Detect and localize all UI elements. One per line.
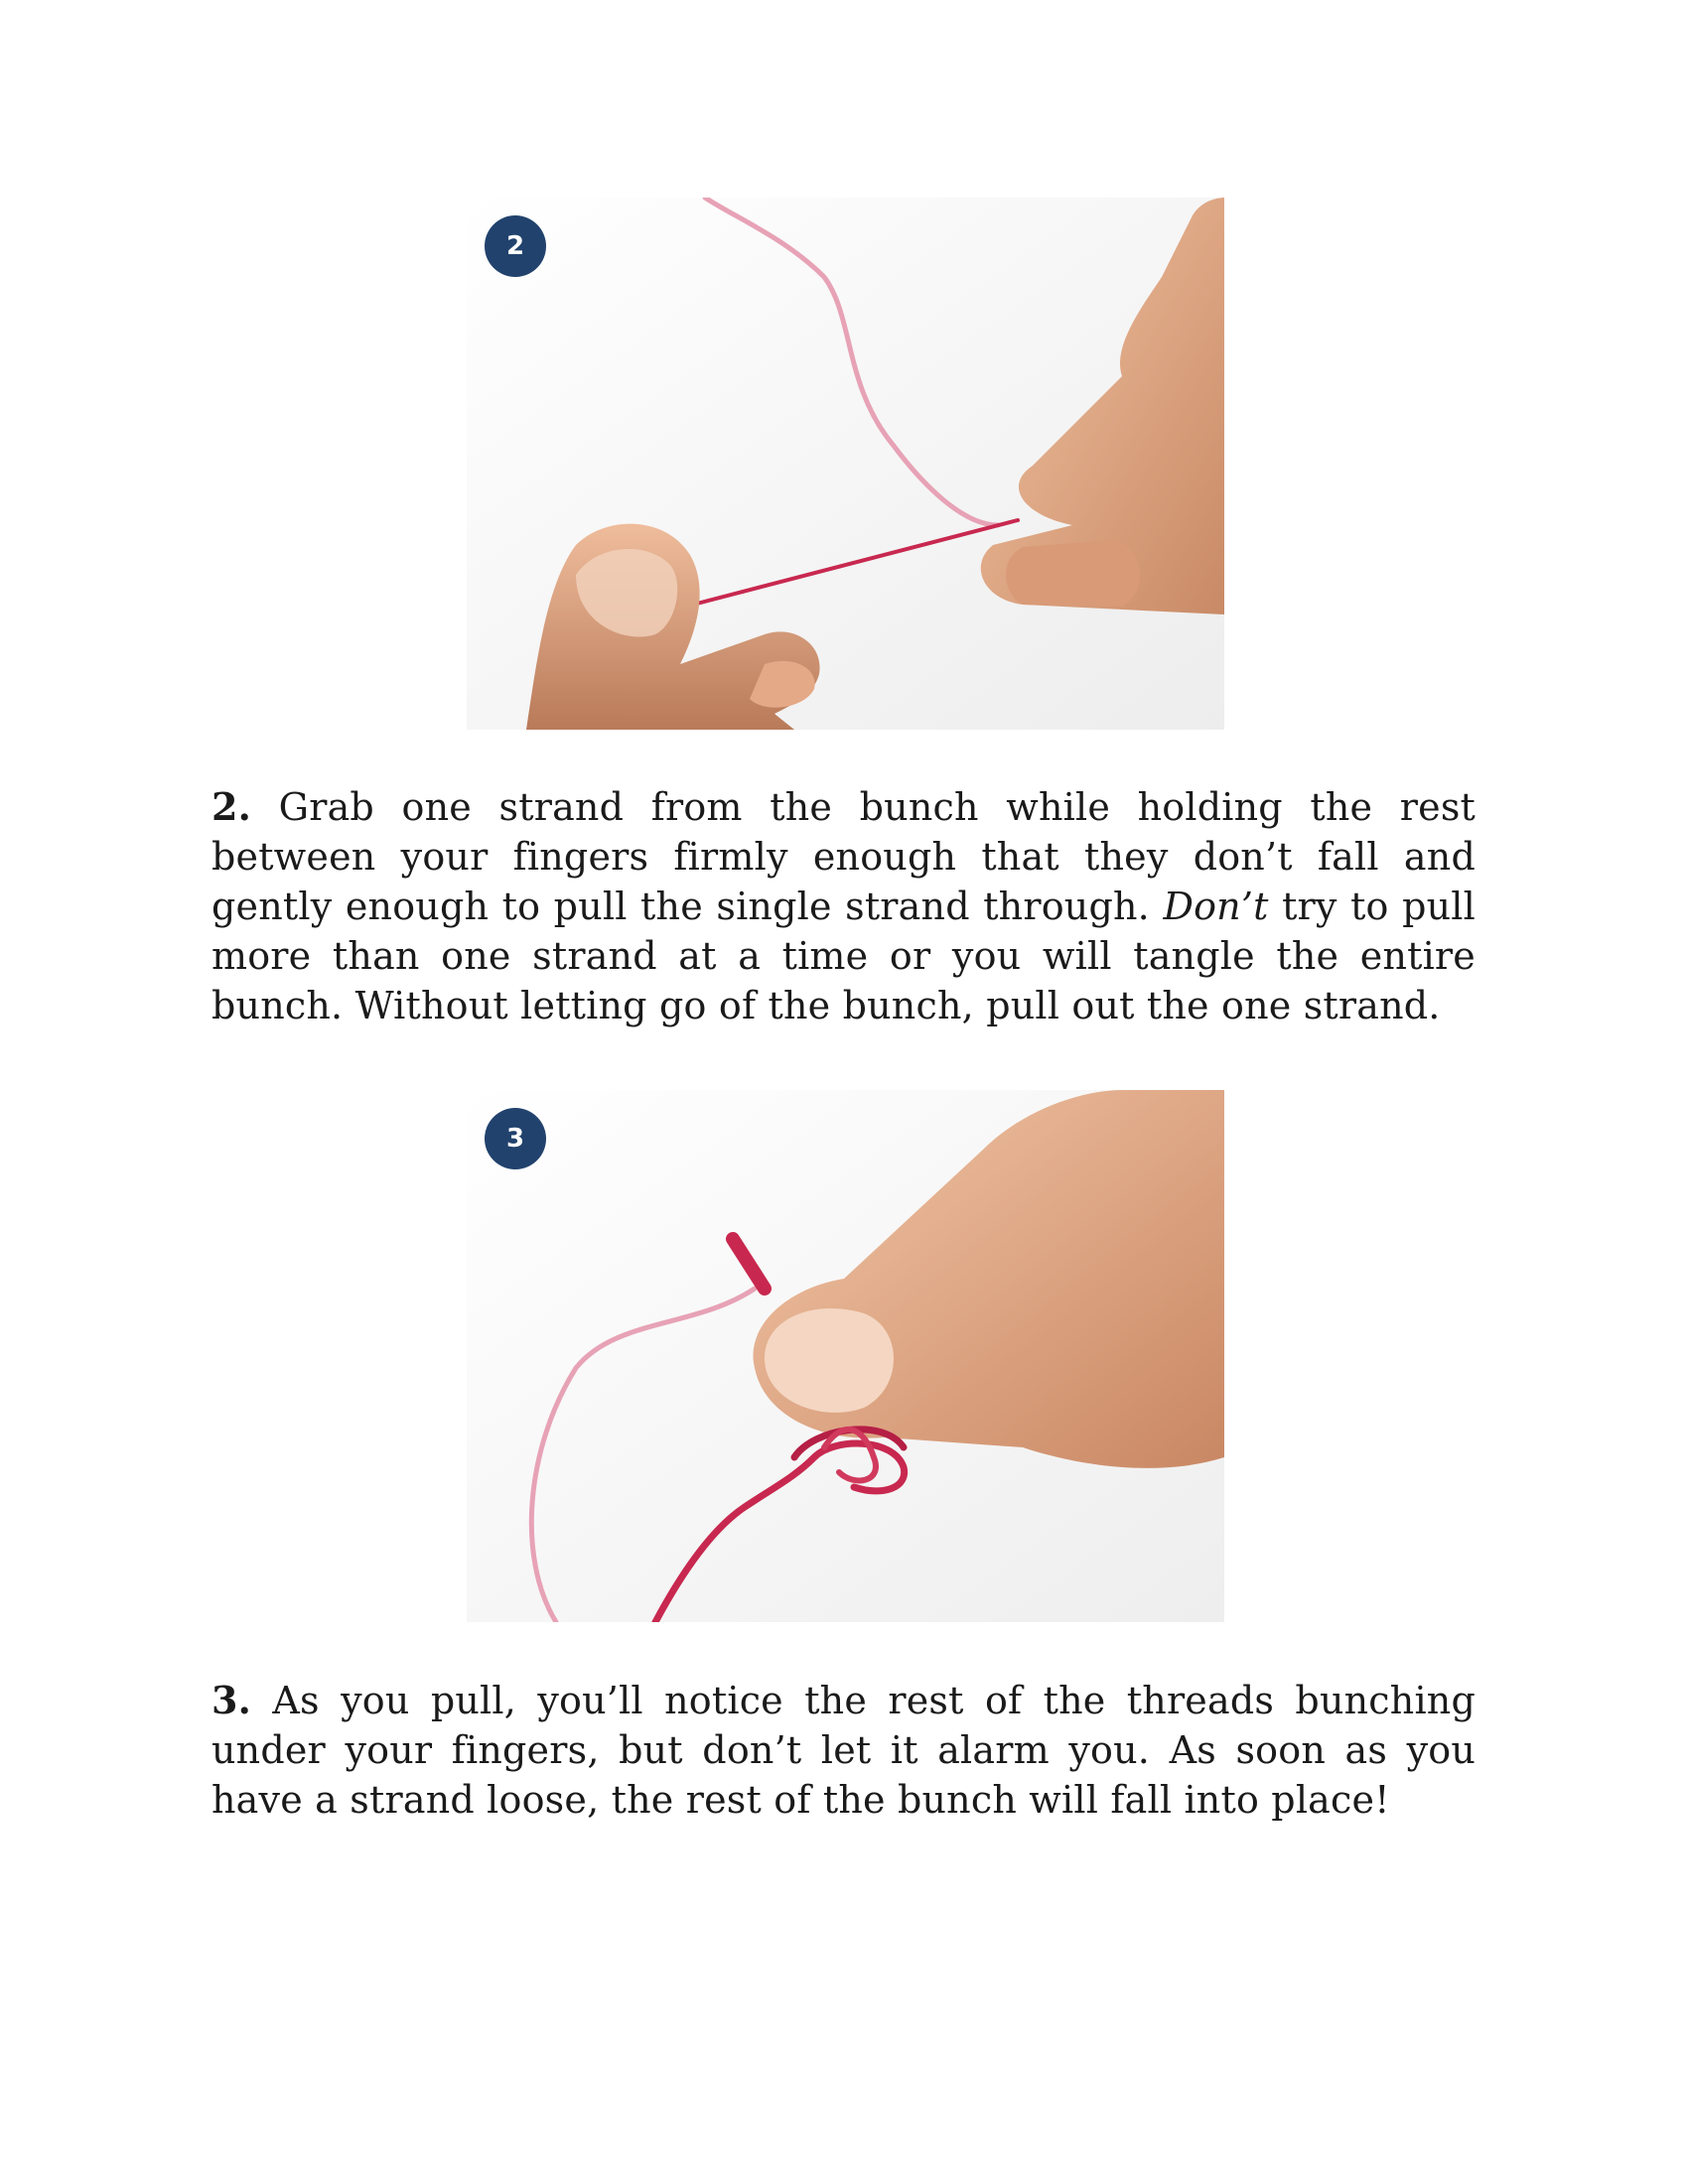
step-badge: 2 — [485, 215, 546, 277]
step-text-part: As you pull, you’ll notice the rest of the threads bunching under your fingers, but don’t let it alarm you. As soon as you have a strand loose, the rest of the bunch will fall into place! — [211, 1679, 1476, 1822]
step-number: 3. — [211, 1678, 252, 1722]
step-3-photo — [467, 1090, 1224, 1622]
step-text-part: Grab one strand from the bunch while holding the rest between your fingers firmly enough that they don’t fall and gently enough to pull the single strand through. — [211, 785, 1476, 928]
hand-holding-bunched-threads-illustration — [467, 1090, 1224, 1622]
step-2-photo — [467, 198, 1224, 730]
step-number: 2. — [211, 784, 252, 829]
step-3-instructions — [211, 1676, 1476, 1825]
hands-pulling-strand-illustration — [467, 198, 1224, 730]
step-badge: 3 — [485, 1108, 546, 1169]
step-text-part: try to pull more than one strand at a time or you will tangle the entire bunch. Without letting go of the bunch, pull out the one strand. — [211, 885, 1477, 1027]
step-2-instructions — [211, 782, 1476, 1030]
step-text-emphasis: Don’t — [1163, 885, 1269, 928]
